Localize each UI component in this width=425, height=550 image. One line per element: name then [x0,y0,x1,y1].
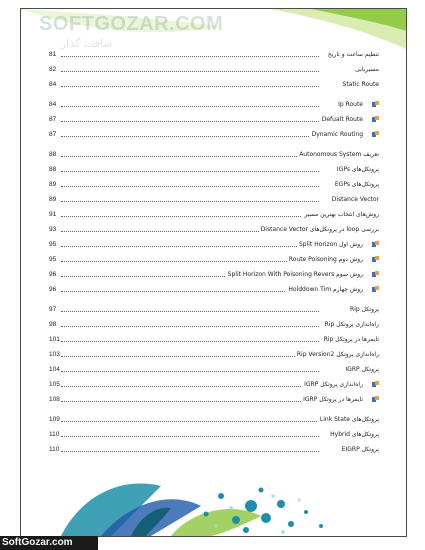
bullet-icon [372,396,379,403]
toc-page-number: 104 [49,366,60,373]
toc-entry-title: تنظیم ساعت و تاریخ [326,47,379,62]
toc-dot-leader [61,121,319,122]
toc-entry-title: پروتکل‌های EGPs [333,177,379,192]
toc-entry-title: Defualt Route [320,112,363,127]
toc-dot-leader [61,106,319,107]
toc-entry[interactable] [49,252,379,267]
toc-entry[interactable] [49,412,379,427]
toc-entry[interactable] [49,192,379,207]
toc-entry-title: Distance Vector [330,192,379,207]
toc-page-number: 109 [49,416,60,423]
toc-entry[interactable] [49,427,379,442]
toc-page-number: 108 [49,396,60,403]
toc-entry[interactable] [49,147,379,162]
toc-dot-leader [61,56,319,57]
toc-entry[interactable] [49,377,379,392]
toc-entry[interactable] [49,302,379,317]
bullet-icon [372,241,379,248]
bullet-icon [372,271,379,278]
toc-entry-title: تعریف Autonomous System [297,147,379,162]
bullet-icon [372,116,379,123]
toc-dot-leader [61,356,319,357]
softgozar-footer-logo [0,536,98,550]
toc-dot-leader [61,341,319,342]
bullet-icon [372,101,379,108]
toc-entry-title: پروتکل EIGRP [340,442,379,457]
toc-entry[interactable] [49,127,379,142]
toc-entry[interactable] [49,282,379,297]
toc-entry[interactable] [49,237,379,252]
toc-entry-title: راه‌اندازی پروتکل Rip [323,317,379,332]
toc-dot-leader [61,371,319,372]
toc-entry[interactable] [49,177,379,192]
toc-page-number: 110 [49,431,60,438]
toc-entry-title: راه‌اندازی پروتکل IGRP [302,377,363,392]
toc-entry-title: روش دوم Route Poisoning [287,252,363,267]
toc-dot-leader [61,201,319,202]
toc-entry-title: Ip Route [336,97,363,112]
toc-entry[interactable] [49,362,379,377]
toc-entry-title: پروتکل Rip [348,302,379,317]
toc-dot-leader [61,171,319,172]
toc-dot-leader [61,401,319,402]
toc-entry-title: پروتکل‌های Hybrid [328,427,379,442]
toc-dot-leader [61,311,319,312]
toc-page-number: 82 [49,66,57,73]
toc-dot-leader [61,156,319,157]
toc-entry[interactable] [49,222,379,237]
toc-entry-title: پروتکل‌های IGPs [335,162,379,177]
toc-entry[interactable] [49,162,379,177]
toc-entry-title: روش‌های انتخاب بهترین مسیر [302,207,379,222]
document-page [20,8,407,537]
toc-dot-leader [61,186,319,187]
toc-entry-title: روش اول Split Horizon [297,237,363,252]
toc-entry-title: روش سوم Split Horizon With Poisoning Revers [226,267,363,282]
toc-dot-leader [61,436,319,437]
bullet-icon [372,286,379,293]
bullet-icon [372,131,379,138]
toc-page-number: 95 [49,256,57,263]
toc-page-number: 96 [49,271,57,278]
toc-page-number: 91 [49,211,57,218]
toc-entry-title: بررسی loop در پروتکل‌های Distance Vector [259,222,379,237]
toc-entry[interactable] [49,442,379,457]
toc-page-number: 84 [49,101,57,108]
toc-page-number: 103 [49,351,60,358]
footer-brand-text: SoftGozar.com [2,537,73,548]
toc-entry[interactable] [49,392,379,407]
toc-page-number: 101 [49,336,60,343]
toc-entry-title: مسیریابی [353,62,379,77]
watermark-subtext: سافت گذار [61,37,113,50]
toc-page-number: 95 [49,241,57,248]
toc-page-number: 81 [49,51,57,58]
toc-entry-title: راه‌اندازی پروتکل Rip Version2 [295,347,379,362]
toc-dot-leader [61,136,319,137]
table-of-contents [49,47,379,457]
toc-dot-leader [61,261,319,262]
toc-dot-leader [61,216,319,217]
toc-page-number: 110 [49,446,60,453]
toc-dot-leader [61,386,319,387]
toc-page-number: 89 [49,181,57,188]
toc-dot-leader [61,326,319,327]
bullet-icon [372,256,379,263]
toc-page-number: 89 [49,196,57,203]
bullet-icon [372,381,379,388]
toc-page-number: 88 [49,151,57,158]
toc-entry[interactable] [49,47,379,62]
watermark-text: SOFTGOZAR.COM [39,13,224,35]
toc-entry[interactable] [49,267,379,282]
toc-page-number: 88 [49,166,57,173]
toc-entry-title: تایمرها در پروتکل Rip [322,332,379,347]
toc-entry[interactable] [49,317,379,332]
toc-entry-title: Dynamic Routing [310,127,363,142]
toc-entry[interactable] [49,332,379,347]
toc-entry[interactable] [49,62,379,77]
toc-dot-leader [61,291,319,292]
toc-page-number: 97 [49,306,57,313]
toc-dot-leader [61,86,319,87]
toc-entry-title: روش چهارم Holddown Tim [286,282,363,297]
toc-entry[interactable] [49,347,379,362]
toc-page-number: 96 [49,286,57,293]
toc-page-number: 84 [49,81,57,88]
toc-page-number: 93 [49,226,57,233]
toc-page-number: 98 [49,321,57,328]
toc-entry[interactable] [49,207,379,222]
toc-page-number: 105 [49,381,60,388]
bottom-decoration [21,456,406,536]
toc-dot-leader [61,421,319,422]
toc-dot-leader [61,246,319,247]
toc-entry-title: پروتکل‌های Link State [318,412,379,427]
toc-entry-title: Static Route [341,77,379,92]
toc-entry[interactable] [49,97,379,112]
toc-entry-title: پروتکل IGRP [343,362,379,377]
toc-dot-leader [61,71,319,72]
toc-dot-leader [61,451,319,452]
toc-entry-title: تایمرها در پروتکل IGRP [301,392,363,407]
toc-page-number: 87 [49,131,57,138]
toc-page-number: 87 [49,116,57,123]
toc-entry[interactable] [49,77,379,92]
toc-entry[interactable] [49,112,379,127]
